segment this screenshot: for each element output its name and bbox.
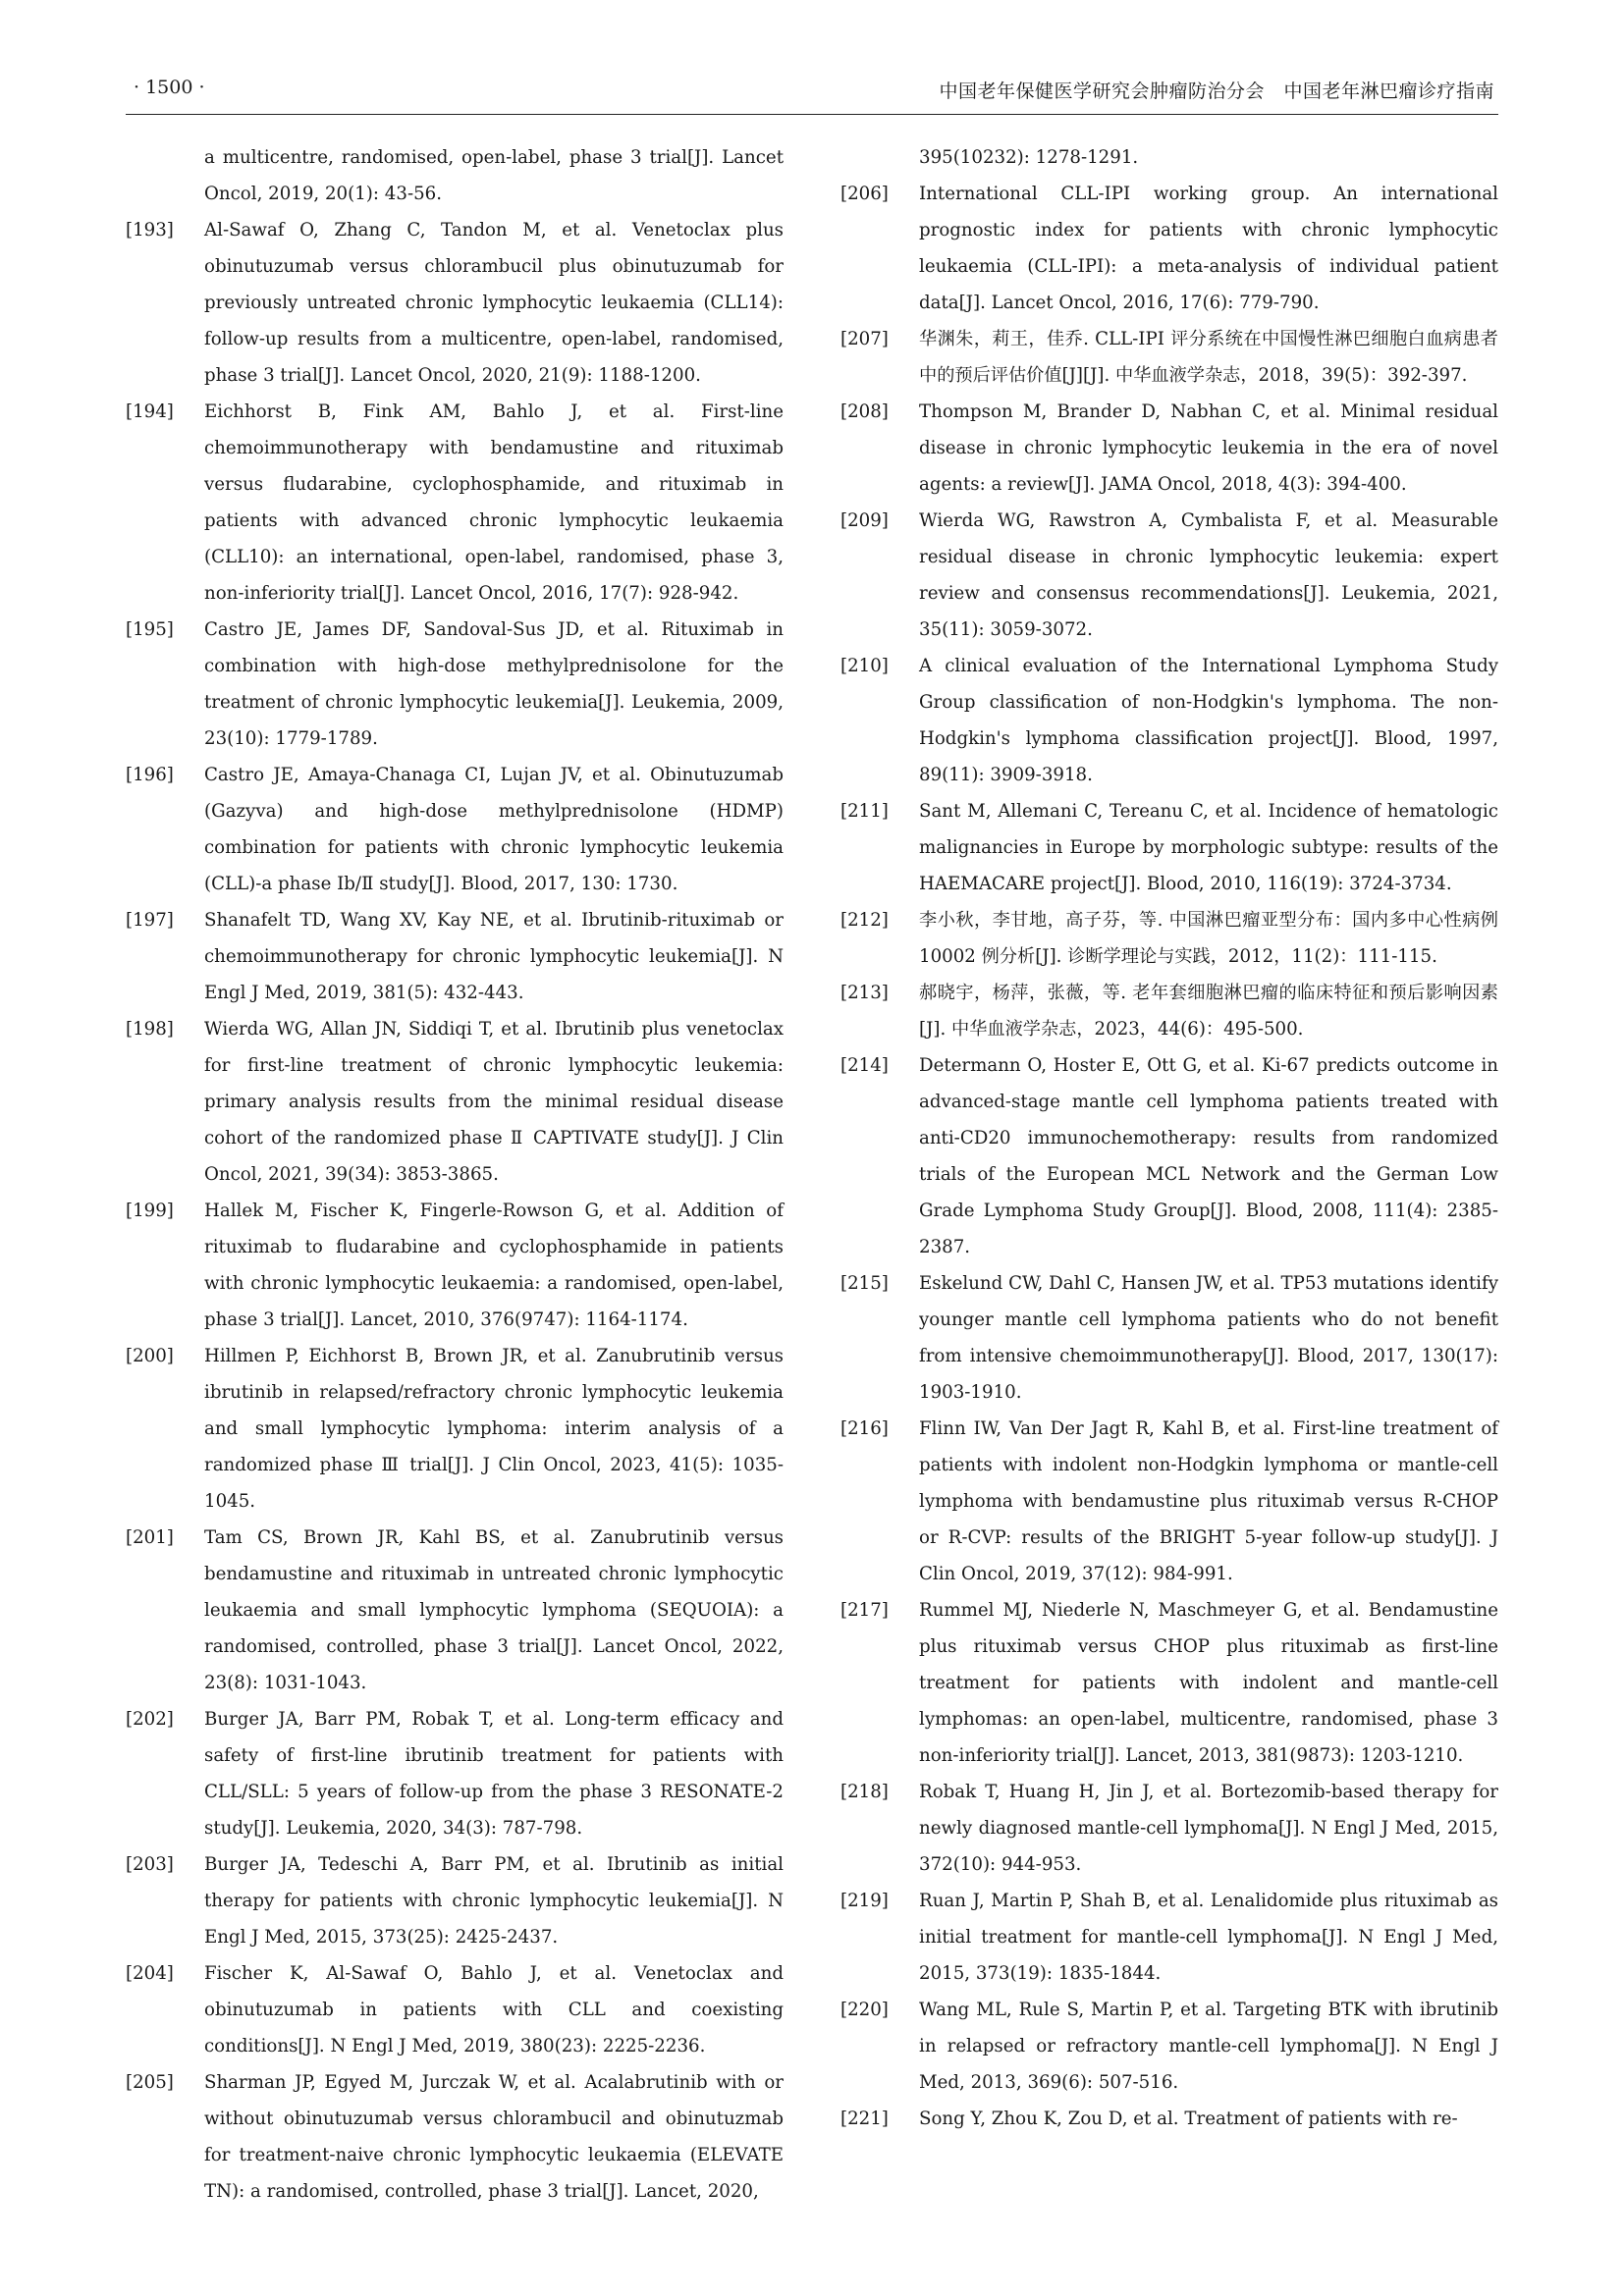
reference-text: Hillmen P, Eichhorst B, Brown JR, et al. Zanubrutinib versus ibrutinib in relapsed/refractory chronic lymphocytic leukemia and small lymphocytic lymphoma: interim analysis of a randomized phase Ⅲ trial[J]. J Clin Oncol, 2023, 41(5): 1035-1045.: [204, 1346, 784, 1512]
reference-item: [126, 394, 784, 612]
reference-number: [214]: [840, 1055, 889, 1076]
reference-number: [201]: [126, 1527, 174, 1548]
reference-text: Sant M, Allemani C, Tereanu C, et al. Incidence of hematologic malignancies in Europe by morphologic subtype: results of the HAEMACARE project[J]. Blood, 2010, 116(19): 3724-3734.: [919, 801, 1498, 894]
reference-item: [126, 1193, 784, 1338]
reference-number: [202]: [126, 1709, 174, 1730]
reference-text: Castro JE, James DF, Sandoval-Sus JD, et al. Rituximab in combination with high-dose methylprednisolone for the treatment of chronic lymphocytic leukemia[J]. Leukemia, 2009, 23(10): 1779-1789.: [204, 619, 784, 749]
reference-number: [204]: [126, 1963, 174, 1984]
reference-text: Eichhorst B, Fink AM, Bahlo J, et al. First-line chemoimmunotherapy with bendamustine and rituximab versus fludarabine, cyclophosphamide, and rituximab in patients with advanced chronic lymphocytic leukaemia (CLL10): an international, open-label, randomised, phase 3, non-inferiority trial[J]. Lancet Oncol, 2016, 17(7): 928-942.: [204, 401, 784, 604]
reference-number: [209]: [840, 510, 889, 531]
reference-number: [221]: [840, 2109, 889, 2129]
reference-item: [840, 648, 1498, 793]
reference-item: [840, 1047, 1498, 1265]
reference-item: [126, 1955, 784, 2064]
reference-text: Song Y, Zhou K, Zou D, et al. Treatment of patients with re-: [919, 2109, 1458, 2129]
reference-text: Sharman JP, Egyed M, Jurczak W, et al. Acalabrutinib with or without obinutuzumab versus chlorambucil and obinutuzmab for treatment-naive chronic lymphocytic leukaemia (ELEVATE TN): a randomised, controlled, phase 3 trial[J]. Lancet, 2020,: [204, 2072, 784, 2202]
reference-item: [126, 757, 784, 902]
reference-item: [126, 1011, 784, 1193]
running-title: 中国老年保健医学研究会肿瘤防治分会 中国老年淋巴瘤诊疗指南: [939, 80, 1494, 102]
reference-text: Burger JA, Barr PM, Robak T, et al. Long-term efficacy and safety of first-line ibrutinib treatment for patients with CLL/SLL: 5 years of follow-up from the phase 3 RESONATE-2 study[J]. Leukemia, 2020, 34(3): 787-798.: [204, 1709, 784, 1839]
reference-number: [193]: [126, 220, 174, 240]
reference-item: [126, 1520, 784, 1701]
reference-item: [840, 503, 1498, 648]
reference-item: [840, 1592, 1498, 1774]
reference-item: [840, 176, 1498, 321]
left-column: [126, 139, 784, 2210]
reference-number: [212]: [840, 910, 889, 931]
reference-item: [126, 2064, 784, 2210]
reference-number: [207]: [840, 329, 889, 349]
reference-number: [210]: [840, 656, 889, 676]
reference-text: Thompson M, Brander D, Nabhan C, et al. Minimal residual disease in chronic lymphocytic leukemia in the era of novel agents: a review[J]. JAMA Oncol, 2018, 4(3): 394-400.: [919, 401, 1498, 495]
reference-item: [840, 2101, 1498, 2137]
reference-text: 郝晓宇，杨萍，张薇，等. 老年套细胞淋巴瘤的临床特征和预后影响因素[J]. 中华血液学杂志，2023，44(6)：495-500.: [919, 983, 1498, 1040]
reference-text: Fischer K, Al-Sawaf O, Bahlo J, et al. Venetoclax and obinutuzumab in patients with CLL and coexisting conditions[J]. N Engl J Med, 2019, 380(23): 2225-2236.: [204, 1963, 784, 2056]
right-column: [840, 139, 1498, 2137]
reference-text: Al-Sawaf O, Zhang C, Tandon M, et al. Venetoclax plus obinutuzumab versus chlorambucil plus obinutuzumab for previously untreated chronic lymphocytic leukaemia (CLL14): follow-up results from a multicentre, open-label, randomised, phase 3 trial[J]. Lancet Oncol, 2020, 21(9): 1188-1200.: [204, 220, 784, 386]
reference-number: [195]: [126, 619, 174, 640]
continued-reference: 395(10232): 1278-1291.: [919, 147, 1139, 168]
reference-text: Rummel MJ, Niederle N, Maschmeyer G, et al. Bendamustine plus rituximab versus CHOP plus rituximab as first-line treatment for patients with indolent and mantle-cell lymphomas: an open-label, multicentre, randomised, phase 3 non-inferiority trial[J]. Lancet, 2013, 381(9873): 1203-1210.: [919, 1600, 1498, 1766]
reference-list-right: [840, 176, 1498, 2137]
reference-number: [203]: [126, 1854, 174, 1875]
reference-number: [219]: [840, 1891, 889, 1911]
reference-number: [213]: [840, 983, 889, 1003]
reference-item: [126, 1701, 784, 1846]
reference-text: 李小秋，李甘地，高子芬，等. 中国淋巴瘤亚型分布：国内多中心性病例 10002 例分析[J]. 诊断学理论与实践，2012，11(2)：111-115.: [919, 910, 1498, 967]
reference-text: Burger JA, Tedeschi A, Barr PM, et al. Ibrutinib as initial therapy for patients with chronic lymphocytic leukemia[J]. N Engl J Med, 2015, 373(25): 2425-2437.: [204, 1854, 784, 1948]
reference-text: 华渊朱，莉王，佳乔. CLL-IPI 评分系统在中国慢性淋巴细胞白血病患者中的预后评估价值[J][J]. 中华血液学杂志，2018，39(5)：392-397.: [919, 329, 1498, 386]
continued-reference: a multicentre, randomised, open-label, phase 3 trial[J]. Lancet Oncol, 2019, 20(1): 43-56.: [204, 147, 784, 204]
reference-item: [840, 394, 1498, 503]
page-number: · 1500 ·: [134, 77, 205, 98]
page-header: [126, 71, 1498, 115]
reference-text: A clinical evaluation of the International Lymphoma Study Group classification of non-Hodgkin's lymphoma. The non-Hodgkin's lymphoma classification project[J]. Blood, 1997, 89(11): 3909-3918.: [919, 656, 1498, 785]
reference-item: [840, 321, 1498, 394]
reference-item: [840, 1265, 1498, 1411]
reference-text: Wierda WG, Rawstron A, Cymbalista F, et al. Measurable residual disease in chronic lymphocytic leukemia: expert review and consensus recommendations[J]. Leukemia, 2021, 35(11): 3059-3072.: [919, 510, 1498, 640]
reference-text: Shanafelt TD, Wang XV, Kay NE, et al. Ibrutinib-rituximab or chemoimmunotherapy for chronic lymphocytic leukemia[J]. N Engl J Med, 2019, 381(5): 432-443.: [204, 910, 784, 1003]
reference-number: [197]: [126, 910, 174, 931]
reference-number: [199]: [126, 1201, 174, 1221]
reference-item: [840, 1883, 1498, 1992]
reference-text: Hallek M, Fischer K, Fingerle-Rowson G, et al. Addition of rituximab to fludarabine and cyclophosphamide in patients with chronic lymphocytic leukaemia: a randomised, open-label, phase 3 trial[J]. Lancet, 2010, 376(9747): 1164-1174.: [204, 1201, 784, 1330]
reference-text: Flinn IW, Van Der Jagt R, Kahl B, et al. First-line treatment of patients with indolent non-Hodgkin lymphoma or mantle-cell lymphoma with bendamustine plus rituximab versus R-CHOP or R-CVP: results of the BRIGHT 5-year follow-up study[J]. J Clin Oncol, 2019, 37(12): 984-991.: [919, 1418, 1498, 1584]
reference-number: [206]: [840, 184, 889, 204]
reference-list-left: [126, 212, 784, 2210]
reference-number: [200]: [126, 1346, 174, 1366]
reference-text: Ruan J, Martin P, Shah B, et al. Lenalidomide plus rituximab as initial treatment for mantle-cell lymphoma[J]. N Engl J Med, 2015, 373(19): 1835-1844.: [919, 1891, 1498, 1984]
reference-number: [217]: [840, 1600, 889, 1621]
reference-item: [126, 212, 784, 394]
reference-text: Wang ML, Rule S, Martin P, et al. Targeting BTK with ibrutinib in relapsed or refractory mantle-cell lymphoma[J]. N Engl J Med, 2013, 369(6): 507-516.: [919, 2000, 1498, 2093]
reference-item: [840, 793, 1498, 902]
reference-number: [205]: [126, 2072, 174, 2093]
reference-item: [126, 612, 784, 757]
reference-item: [840, 1992, 1498, 2101]
reference-number: [216]: [840, 1418, 889, 1439]
reference-number: [218]: [840, 1782, 889, 1802]
reference-number: [208]: [840, 401, 889, 422]
reference-item: [126, 1846, 784, 1955]
reference-text: Determann O, Hoster E, Ott G, et al. Ki-67 predicts outcome in advanced-stage mantle cell lymphoma patients treated with anti-CD20 immunochemotherapy: results from randomized trials of the European MCL Network and the German Low Grade Lymphoma Study Group[J]. Blood, 2008, 111(4): 2385-2387.: [919, 1055, 1498, 1257]
reference-number: [194]: [126, 401, 174, 422]
reference-item: [840, 902, 1498, 975]
reference-item: [126, 902, 784, 1011]
reference-item: [840, 1411, 1498, 1592]
reference-number: [198]: [126, 1019, 174, 1040]
reference-number: [215]: [840, 1273, 889, 1294]
reference-item: [126, 1338, 784, 1520]
reference-number: [220]: [840, 2000, 889, 2020]
reference-item: [840, 975, 1498, 1047]
reference-item: [840, 1774, 1498, 1883]
reference-text: Castro JE, Amaya-Chanaga CI, Lujan JV, et al. Obinutuzumab (Gazyva) and high-dose methylprednisolone (HDMP) combination for patients with chronic lymphocytic leukemia (CLL)-a phase Ⅰb/Ⅱ study[J]. Blood, 2017, 130: 1730.: [204, 765, 784, 894]
reference-text: Wierda WG, Allan JN, Siddiqi T, et al. Ibrutinib plus venetoclax for first-line treatment of chronic lymphocytic leukemia: primary analysis results from the minimal residual disease cohort of the randomized phase Ⅱ CAPTIVATE study[J]. J Clin Oncol, 2021, 39(34): 3853-3865.: [204, 1019, 784, 1185]
reference-text: Eskelund CW, Dahl C, Hansen JW, et al. TP53 mutations identify younger mantle cell lymphoma patients who do not benefit from intensive chemoimmunotherapy[J]. Blood, 2017, 130(17): 1903-1910.: [919, 1273, 1498, 1403]
reference-text: Robak T, Huang H, Jin J, et al. Bortezomib-based therapy for newly diagnosed mantle-cell lymphoma[J]. N Engl J Med, 2015, 372(10): 944-953.: [919, 1782, 1498, 1875]
reference-number: [196]: [126, 765, 174, 785]
reference-number: [211]: [840, 801, 889, 822]
reference-text: Tam CS, Brown JR, Kahl BS, et al. Zanubrutinib versus bendamustine and rituximab in untreated chronic lymphocytic leukaemia and small lymphocytic lymphoma (SEQUOIA): a randomised, controlled, phase 3 trial[J]. Lancet Oncol, 2022, 23(8): 1031-1043.: [204, 1527, 784, 1693]
reference-text: International CLL-IPI working group. An international prognostic index for patients with chronic lymphocytic leukaemia (CLL-IPI): a meta-analysis of individual patient data[J]. Lancet Oncol, 2016, 17(6): 779-790.: [919, 184, 1498, 313]
